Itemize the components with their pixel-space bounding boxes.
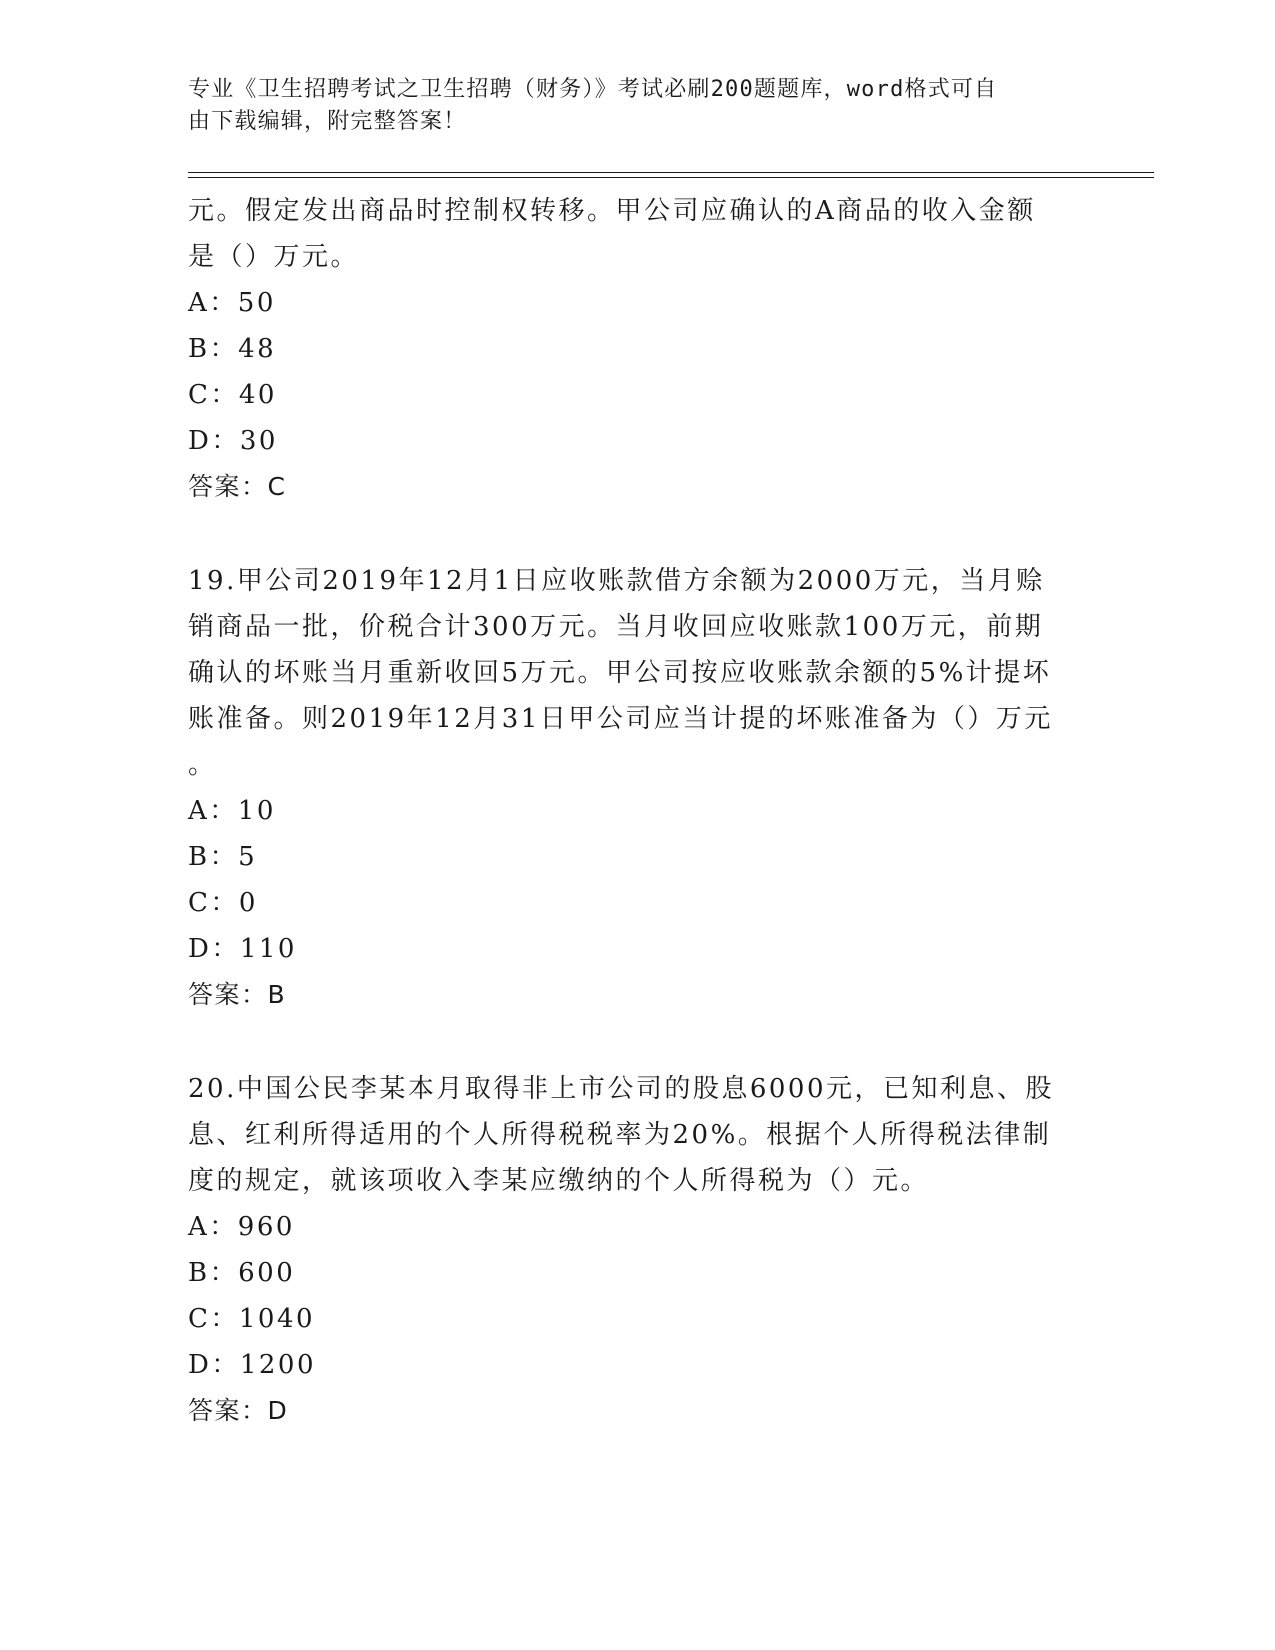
- option-b: B：600: [188, 1258, 296, 1288]
- question-stem-line: 元。假定发出商品时控制权转移。甲公司应确认的A商品的收入金额: [188, 196, 1036, 226]
- question-stem: [188, 1066, 1088, 1204]
- question-stem-line: 度的规定，就该项收入李某应缴纳的个人所得税为（）元。: [188, 1166, 930, 1196]
- question-spacer: [188, 1018, 1088, 1066]
- option-c: C：0: [188, 888, 258, 918]
- option-a: A：10: [188, 796, 276, 826]
- answer: 答案：C: [188, 472, 287, 501]
- question-stem-line: 19.甲公司2019年12月1日应收账款借方余额为2000万元，当月赊: [188, 566, 1045, 596]
- header-rule-bottom: [188, 177, 1154, 178]
- question-stem-line: 20.中国公民李某本月取得非上市公司的股息6000元，已知利息、股: [188, 1074, 1055, 1104]
- option-b: B：48: [188, 334, 277, 364]
- question-block: [188, 558, 1088, 1018]
- option-d: D：1200: [188, 1350, 317, 1380]
- question-stem-line: 。: [188, 750, 217, 780]
- header-line-2: 由下载编辑，附完整答案！: [188, 109, 467, 134]
- question-stem-line: 确认的坏账当月重新收回5万元。甲公司按应收账款余额的5%计提坏: [188, 658, 1052, 688]
- question-stem: [188, 558, 1088, 788]
- option-a: A：50: [188, 288, 276, 318]
- header-line-1: 专业《卫生招聘考试之卫生招聘（财务）》考试必刷200题题库，word格式可自: [188, 77, 998, 102]
- option-d: D：30: [188, 426, 278, 456]
- question-stem-line: 销商品一批，价税合计300万元。当月收回应收账款100万元，前期: [188, 612, 1044, 642]
- question-block: [188, 1066, 1088, 1434]
- question-list: [188, 188, 1088, 1434]
- question-stem-line: 息、红利所得适用的个人所得税税率为20%。根据个人所得税法律制: [188, 1120, 1052, 1150]
- option-a: A：960: [188, 1212, 295, 1242]
- question-stem-line: 账准备。则2019年12月31日甲公司应当计提的坏账准备为（）万元: [188, 704, 1053, 734]
- answer: 答案：D: [188, 1396, 289, 1425]
- answer: 答案：B: [188, 980, 287, 1009]
- question-stem: [188, 188, 1088, 280]
- question-block: [188, 188, 1088, 510]
- option-c: C：1040: [188, 1304, 316, 1334]
- question-spacer: [188, 510, 1088, 558]
- option-d: D：110: [188, 934, 297, 964]
- question-stem-line: 是（）万元。: [188, 242, 360, 272]
- document-header: [188, 74, 1068, 138]
- option-b: B：5: [188, 842, 258, 872]
- header-rule-top: [188, 172, 1154, 173]
- option-c: C：40: [188, 380, 277, 410]
